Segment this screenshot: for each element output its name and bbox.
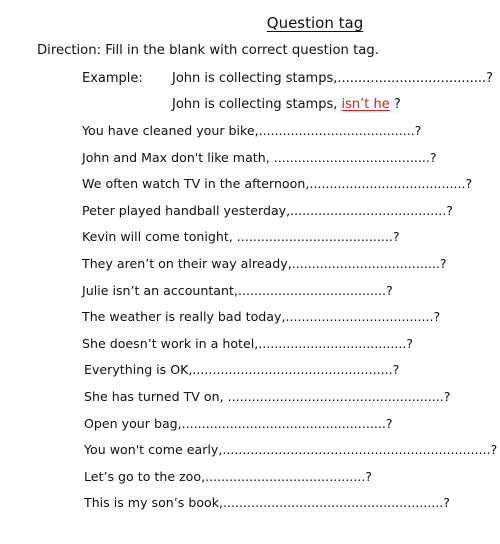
exercise-sentence: Peter played handball yesterday,.......................................? (82, 202, 453, 218)
exercise-sentence: This is my son’s book,.......................................................? (84, 495, 450, 511)
exercise-sentence: Let’s go to the zoo,........................................? (84, 468, 372, 484)
worksheet-title: Question tag (266, 14, 364, 32)
exercise-sentence: They aren’t on their way already,.....................................? (82, 255, 447, 271)
exercise-sentence: She has turned TV on, ......................................................? (84, 388, 451, 404)
example-answer-tag: isn’t he (341, 97, 390, 112)
example-question: John is collecting stamps,....................................? (172, 71, 494, 86)
exercise-sentence: We often watch TV in the afternoon,.......................................? (82, 176, 473, 192)
direction-text: Direction: Fill in the blank with correct question tag. (37, 43, 379, 58)
example-answer-line (172, 97, 401, 112)
example-answer-prefix: John is collecting stamps, (172, 97, 342, 112)
example-answer-suffix: ? (389, 97, 401, 112)
example-label: Example: (82, 71, 143, 86)
exercise-sentence: Everything is OK,..................................................? (84, 362, 400, 378)
exercise-sentence: She doesn’t work in a hotel,.....................................? (82, 335, 414, 351)
exercise-sentence: You have cleaned your bike,.......................................? (82, 123, 422, 138)
exercise-sentence: Kevin will come tonight, .......................................? (82, 229, 400, 245)
exercise-sentence: The weather is really bad today,.....................................? (82, 309, 441, 325)
exercise-sentence: John and Max don't like math, .......................................? (82, 149, 437, 165)
exercise-sentence: Julie isn’t an accountant,.....................................? (82, 282, 393, 298)
exercise-sentence: You won't come early,...................................................................? (84, 442, 498, 458)
exercise-sentence: Open your bag,...................................................? (84, 415, 393, 431)
